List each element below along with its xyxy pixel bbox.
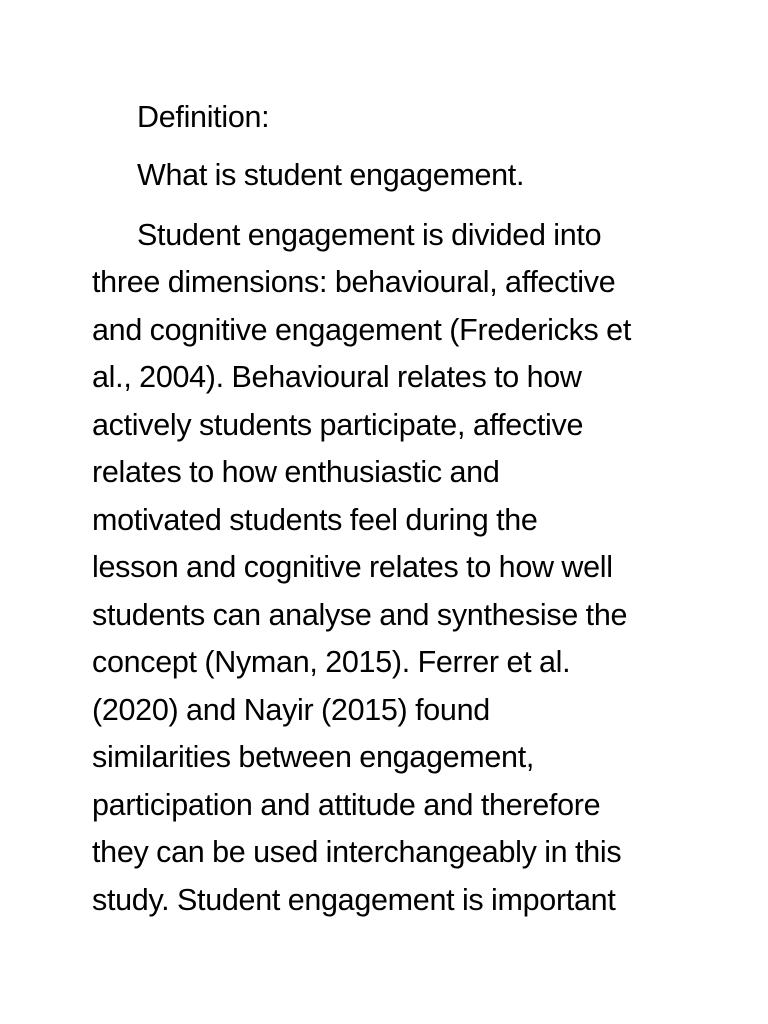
paragraph-line: they can be used interchangeably in this	[92, 835, 622, 869]
paragraph-line: lesson and cognitive relates to how well	[92, 550, 613, 584]
paragraph-line: (2020) and Nayir (2015) found	[92, 693, 490, 727]
definition-heading: Definition:	[137, 100, 270, 134]
paragraph-line: motivated students feel during the	[92, 503, 538, 537]
paragraph-line: concept (Nyman, 2015). Ferrer et al.	[92, 645, 571, 679]
question-line: What is student engagement.	[137, 158, 525, 192]
paragraph-line: relates to how enthusiastic and	[92, 455, 500, 489]
paragraph-line: Student engagement is divided into	[137, 218, 602, 252]
paragraph-line: similarities between engagement,	[92, 740, 535, 774]
paragraph-line: three dimensions: behavioural, affective	[92, 265, 616, 299]
paragraph-line: participation and attitude and therefore	[92, 788, 601, 822]
paragraph-line: actively students participate, affective	[92, 408, 584, 442]
paragraph-line: al., 2004). Behavioural relates to how	[92, 360, 582, 394]
paragraph-line: students can analyse and synthesise the	[92, 598, 628, 632]
paragraph-line: and cognitive engagement (Fredericks et	[92, 313, 631, 347]
paragraph-line: study. Student engagement is important	[92, 883, 616, 917]
